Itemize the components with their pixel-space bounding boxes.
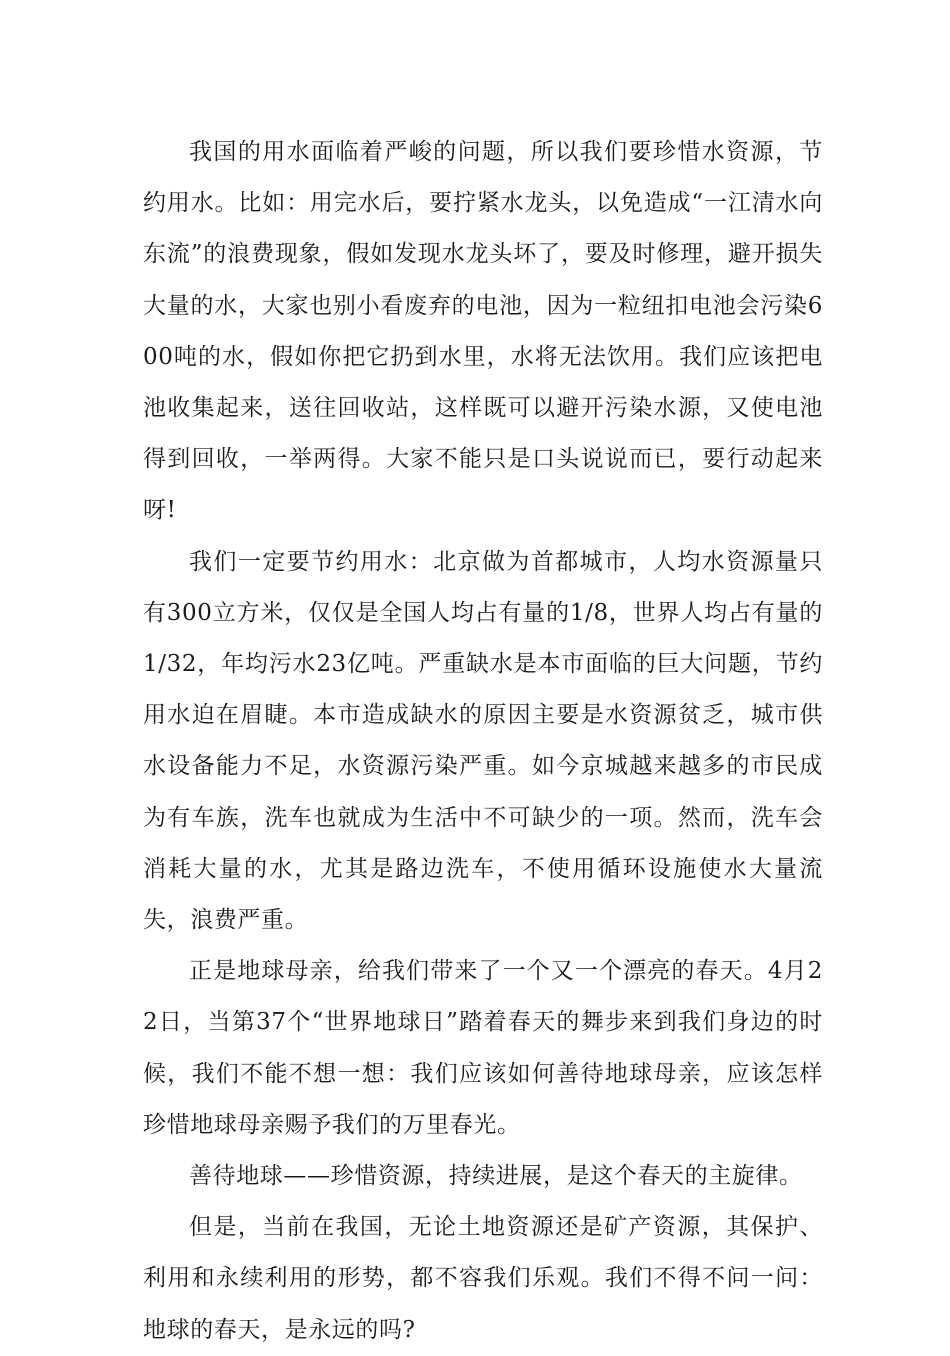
- paragraph-theme: 善待地球——珍惜资源，持续进展，是这个春天的主旋律。: [189, 1163, 803, 1190]
- paragraph-beijing-water: 我们一定要节约用水：北京做为首都城市，人均水资源量只有300立方米，仅仅是全国人均占有量的1/8，世界人均占有量的1/32，年均污水23亿吨。严重缺水是本市面临的巨大问题，节约用水迫在眉睫。本市造成缺水的原因主要是水资源贫乏，城市供水设备能力不足，水资源污染严重。如今京城越来越多的市民成为有车族，洗车也就成为生活中不可缺少的一项。然而，洗车会消耗大量的水，尤其是路边洗车，不使用循环设施使水大量流失，浪费严重。: [143, 548, 823, 934]
- paragraph-earth-day: 正是地球母亲，给我们带来了一个又一个漂亮的春天。4月22日，当第37个“世界地球日”踏着春天的舞步来到我们身边的时候，我们不能不想一想：我们应该如何善待地球母亲，应该怎样珍惜地球母亲赐予我们的万里春光。: [143, 958, 823, 1138]
- document-body: [143, 127, 823, 1356]
- paragraph-water-crisis: 我国的用水面临着严峻的问题，所以我们要珍惜水资源，节约用水。比如：用完水后，要拧紧水龙头，以免造成“一江清水向东流”的浪费现象，假如发现水龙头坏了，要及时修理，避开损失大量的水，大家也别小看废弃的电池，因为一粒纽扣电池会污染600吨的水，假如你把它扔到水里，水将无法饮用。我们应该把电池收集起来，送往回收站，这样既可以避开污染水源，又使电池得到回收，一举两得。大家不能只是口头说说而已，要行动起来呀!: [143, 139, 823, 524]
- paragraph-resources-question: 但是，当前在我国，无论土地资源还是矿产资源，其保护、利用和永续利用的形势，都不容我们乐观。我们不得不问一问：地球的春天，是永远的吗?: [143, 1214, 823, 1343]
